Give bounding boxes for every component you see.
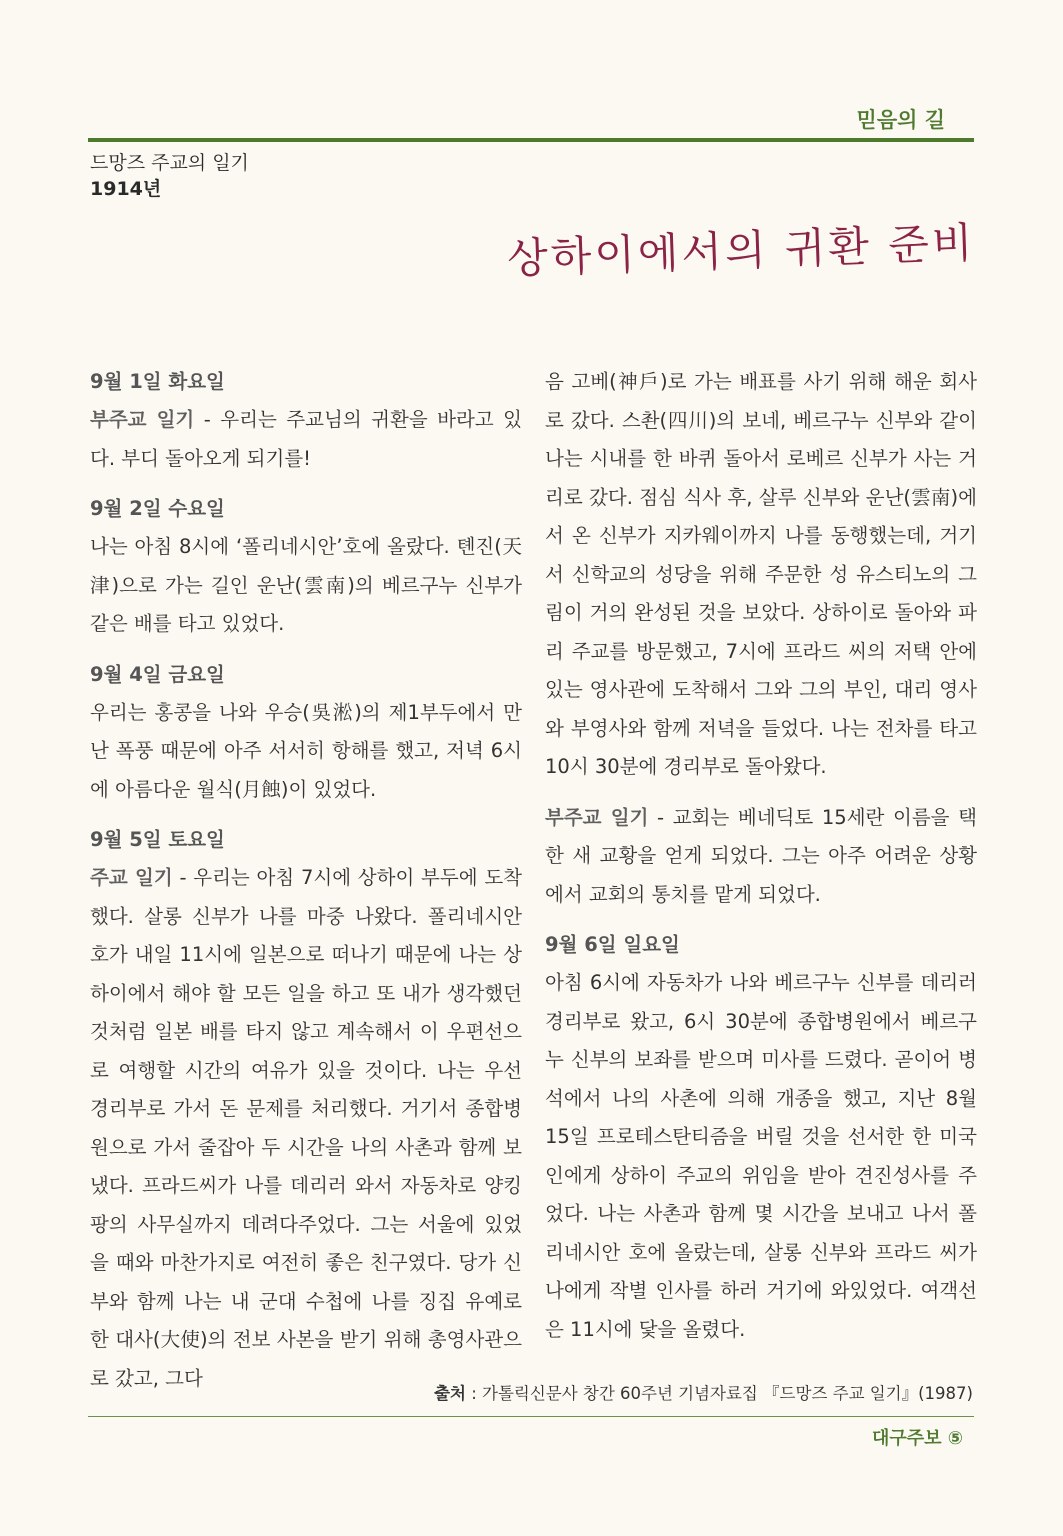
entry-text: 음 고베(神戶)로 가는 배표를 사기 위해 해운 회사로 갔다. 스촨(四川)의 보네, 베르구누 신부와 같이 나는 시내를 한 바퀴 돌아서 로베르 신부가 사는 거리로 갔다. 점심 식사 후, 살루 신부와 운난(雲南)에서 온 신부가 지카웨이까지 나를 동행했는데, 거기서 신학교의 성당을 위해 주문한 성 유스티노의 그림이 거의 완성된 것을 보았다. 상하이로 돌아와 파리 주교를 방문했고, 7시에 프라드 씨의 저택 안에 있는 영사관에 도착해서 그와 그의 부인, 대리 영사와 부영사와 함께 저녁을 들었다. 나는 전차를 타고 10시 30분에 경리부로 돌아왔다. (545, 370, 977, 778)
diary-entry (90, 656, 522, 810)
source-citation (434, 1380, 973, 1404)
right-column (545, 363, 977, 1361)
series-title: 드망즈 주교의 일기 (90, 152, 249, 174)
diary-entry-continued (545, 363, 977, 787)
entry-lead: 주교 일기 (90, 866, 173, 889)
entry-body (90, 859, 522, 1398)
entry-date: 9월 6일 일요일 (545, 933, 680, 956)
entry-body (545, 964, 977, 1349)
diary-entry (90, 821, 522, 1398)
entry-body (545, 363, 977, 787)
entry-date: 9월 1일 화요일 (90, 370, 225, 393)
diary-entry (90, 363, 522, 478)
diary-entry (545, 799, 977, 915)
bottom-divider (88, 1416, 974, 1417)
entry-date: 9월 5일 토요일 (90, 828, 225, 851)
section-label: 믿음의 길 (856, 108, 945, 132)
entry-text: - 우리는 아침 7시에 상하이 부두에 도착했다. 살롱 신부가 나를 마중 나왔다. 폴리네시안 호가 내일 11시에 일본으로 떠나기 때문에 나는 상하이에서 해야 할 모든 일을 하고 또 내가 생각했던 것처럼 일본 배를 타지 않고 계속해서 이 우편선으로 여행할 시간의 여유가 있을 것이다. 나는 우선 경리부로 가서 돈 문제를 처리했다. 거기서 종합병원으로 가서 줄잡아 두 시간을 나의 사촌과 함께 보냈다. 프라드씨가 나를 데리러 와서 자동차로 양킹팡의 사무실까지 데려다주었다. 그는 서울에 있었을 때와 마찬가지로 여전히 좋은 친구였다. 당가 신부와 함께 나는 내 군대 수첩에 나를 징집 유예로 한 대사(大使)의 전보 사본을 받기 위해 총영사관으로 갔고, 그다 (90, 866, 523, 1390)
series-header (90, 150, 249, 202)
entry-body (90, 694, 522, 810)
diary-entry (545, 926, 977, 1349)
entry-text: - 우리는 주교님의 귀환을 바라고 있다. 부디 돌아오게 되기를! (90, 408, 522, 470)
article-title: 상하이에서의 귀환 준비 (505, 217, 976, 284)
entry-body (545, 799, 977, 915)
entry-date: 9월 2일 수요일 (90, 497, 225, 520)
entry-text: 아침 6시에 자동차가 나와 베르구누 신부를 데리러 경리부로 왔고, 6시 30분에 종합병원에서 베르구누 신부의 보좌를 받으며 미사를 드렸다. 곧이어 병석에서 나의 사촌에 의해 개종을 했고, 지난 8월 15일 프로테스탄티즘을 버릴 것을 선서한 한 미국인에게 상하이 주교의 위임을 받아 견진성사를 주었다. 나는 사촌과 함께 몇 시간을 보내고 나서 폴리네시안 호에 올랐는데, 살롱 신부와 프라드 씨가 나에게 작별 인사를 하러 거기에 와있었다. 여객선은 11시에 닻을 올렸다. (545, 971, 977, 1341)
entry-text: 나는 아침 8시에 ‘폴리네시안’호에 올랐다. 톈진(天津)으로 가는 길인 운난(雲南)의 베르구누 신부가 같은 배를 타고 있었다. (90, 535, 522, 635)
source-label: 출처 (434, 1384, 466, 1403)
entry-lead: 부주교 일기 (545, 805, 649, 829)
entry-date: 9월 4일 금요일 (90, 662, 225, 686)
entry-text: - 교회는 베네딕토 15세란 이름을 택한 새 교황을 얻게 되었다. 그는 아주 어려운 상황에서 교회의 통치를 맡게 되었다. (545, 805, 977, 906)
entry-text: 우리는 홍콩을 나와 우승(吳淞)의 제1부두에서 만난 폭풍 때문에 아주 서서히 항해를 했고, 저녁 6시에 아름다운 월식(月蝕)이 있었다. (90, 700, 522, 801)
entry-body (90, 528, 522, 644)
publication-footer: 대구주보 ⑤ (871, 1428, 963, 1449)
left-column (90, 363, 522, 1410)
diary-entry (90, 490, 522, 644)
top-divider (88, 138, 974, 142)
source-text: : 가톨릭신문사 창간 60주년 기념자료집 『드망즈 주교 일기』(1987) (465, 1384, 973, 1403)
entry-body (90, 401, 522, 478)
series-year: 1914년 (90, 178, 162, 200)
entry-lead: 부주교 일기 (90, 408, 195, 431)
